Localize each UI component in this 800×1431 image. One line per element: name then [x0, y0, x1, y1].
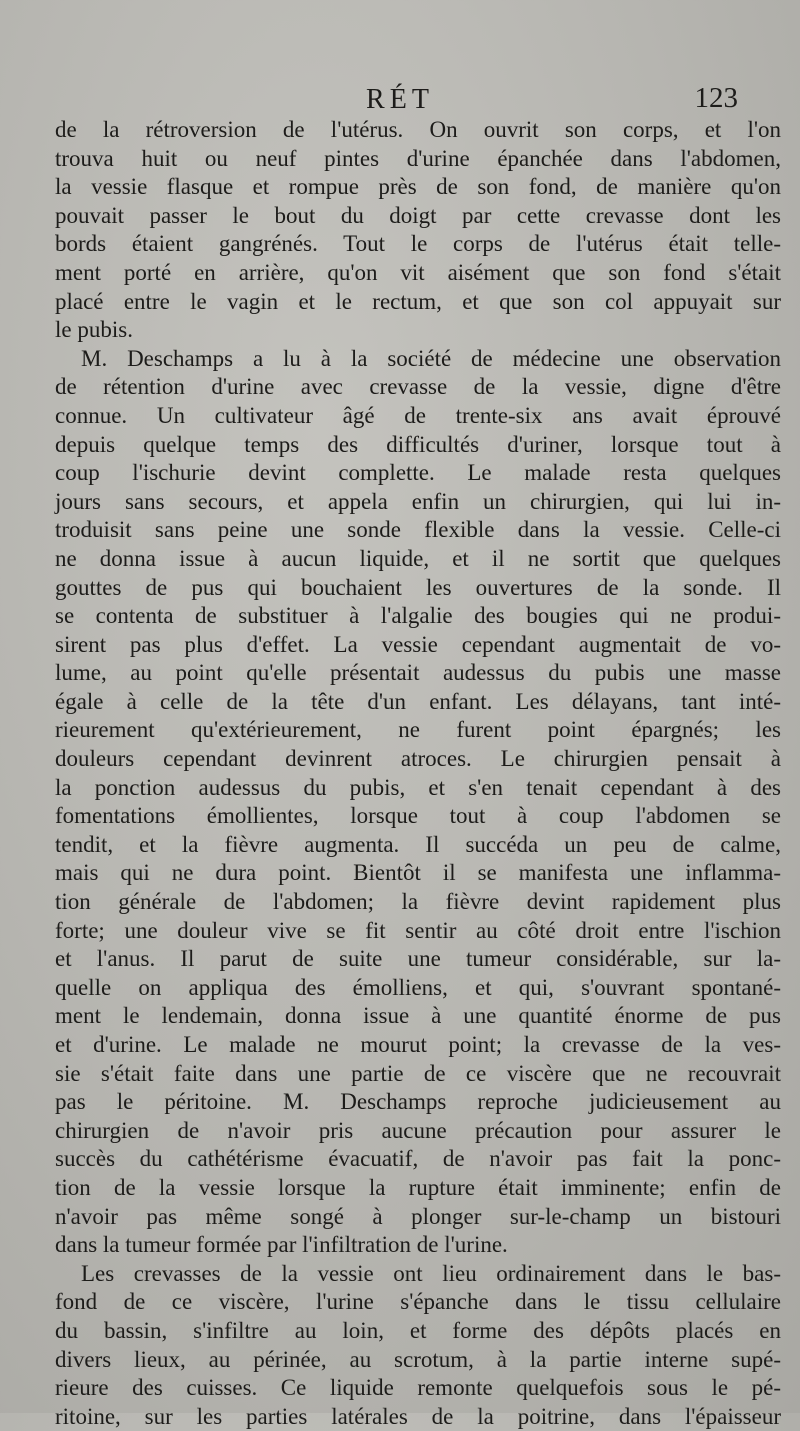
text-line: pouvait passer le bout du doigt par cette crevasse dont les	[55, 202, 781, 228]
text-line: se contenta de substituer à l'algalie des bougies qui ne produi-	[55, 603, 781, 629]
text-line: mais qui ne dura point. Bientôt il se manifesta une inflamma-	[55, 860, 781, 886]
text-line: lume, au point qu'elle présentait audessus du pubis une masse	[55, 660, 781, 686]
page-number: 123	[694, 82, 738, 114]
text-line: rieure des cuisses. Ce liquide remonte quelquefois sous le pé-	[55, 1375, 781, 1401]
text-line: de la rétroversion de l'utérus. On ouvrit son corps, et l'on	[55, 117, 781, 142]
running-head: RÉT	[366, 84, 434, 115]
text-line: jours sans secours, et appela enfin un chirurgien, qui lui in-	[55, 488, 781, 514]
text-line: dans la tumeur formée par l'infiltration de l'urine.	[55, 1232, 508, 1258]
text-line: fond de ce viscère, l'urine s'épanche dans le tissu cellulaire	[55, 1289, 781, 1315]
text-line: connue. Un cultivateur âgé de trente-six ans avait éprouvé	[55, 402, 781, 428]
text-line: ment porté en arrière, qu'on vit aisément que son fond s'était	[55, 259, 781, 285]
paragraph	[55, 1260, 781, 1431]
text-line: troduisit sans peine une sonde flexible dans la vessie. Celle-ci	[55, 517, 781, 543]
text-line: M. Deschamps a lu à la société de médecine une observation	[81, 345, 781, 371]
paragraph	[55, 116, 781, 345]
text-line: succès du cathétérisme évacuatif, de n'avoir pas fait la ponc-	[55, 1146, 781, 1172]
text-line: égale à celle de la tête d'un enfant. Les délayans, tant inté-	[55, 688, 781, 714]
text-line: gouttes de pus qui bouchaient les ouvertures de la sonde. Il	[55, 574, 781, 600]
text-line: et d'urine. Le malade ne mourut point; la crevasse de la ves-	[55, 1032, 781, 1057]
text-line: pas le péritoine. M. Deschamps reproche judicieusement au	[55, 1089, 781, 1115]
text-line: bords étaient gangrénés. Tout le corps de l'utérus était telle-	[55, 231, 781, 257]
text-line: forte; une douleur vive se fit sentir au côté droit entre l'ischion	[55, 917, 781, 943]
text-line: chirurgien de n'avoir pris aucune précaution pour assurer le	[55, 1117, 781, 1143]
text-line: coup l'ischurie devint complette. Le malade resta quelques	[55, 460, 781, 486]
body-text	[55, 116, 781, 1431]
text-line: tion de la vessie lorsque la rupture était imminente; enfin de	[55, 1174, 781, 1200]
text-line: Les crevasses de la vessie ont lieu ordinairement dans le bas-	[81, 1260, 781, 1286]
text-line: divers lieux, au périnée, au scrotum, à la partie interne supé-	[55, 1346, 781, 1372]
paragraph	[55, 345, 781, 1260]
text-line: tion générale de l'abdomen; la fièvre devint rapidement plus	[55, 889, 781, 915]
text-line: et l'anus. Il parut de suite une tumeur considérable, sur la-	[55, 946, 781, 972]
text-line: de rétention d'urine avec crevasse de la vessie, digne d'être	[55, 374, 781, 400]
text-line: fomentations émollientes, lorsque tout à coup l'abdomen se	[55, 803, 781, 829]
text-line: depuis quelque temps des difficultés d'uriner, lorsque tout à	[55, 431, 781, 457]
text-line: trouva huit ou neuf pintes d'urine épanchée dans l'abdomen,	[55, 145, 781, 171]
text-line: ne donna issue à aucun liquide, et il ne sortit que quelques	[55, 545, 781, 571]
text-line: la vessie flasque et rompue près de son fond, de manière qu'on	[55, 174, 781, 200]
text-line: sirent pas plus d'effet. La vessie cependant augmentait de vo-	[55, 631, 781, 657]
text-line: ment le lendemain, donna issue à une quantité énorme de pus	[55, 1003, 781, 1029]
text-line: douleurs cependant devinrent atroces. Le chirurgien pensait à	[55, 746, 781, 772]
text-line: tendit, et la fièvre augmenta. Il succéda un peu de calme,	[55, 831, 781, 857]
text-line: quelle on appliqua des émolliens, et qui, s'ouvrant spontané-	[55, 974, 781, 1000]
text-line: n'avoir pas même songé à plonger sur-le-champ un bistouri	[55, 1203, 781, 1229]
text-line: rieurement qu'extérieurement, ne furent point épargnés; les	[55, 717, 781, 743]
text-line: le pubis.	[55, 317, 133, 343]
text-line: placé entre le vagin et le rectum, et que son col appuyait sur	[55, 288, 781, 314]
text-line: du bassin, s'infiltre au loin, et forme des dépôts placés en	[55, 1317, 781, 1343]
text-line: la ponction audessus du pubis, et s'en tenait cependant à des	[55, 774, 781, 800]
text-line: sie s'était faite dans une partie de ce viscère que ne recouvrait	[55, 1060, 781, 1086]
text-line: ritoine, sur les parties latérales de la poitrine, dans l'épaisseur	[55, 1403, 781, 1429]
